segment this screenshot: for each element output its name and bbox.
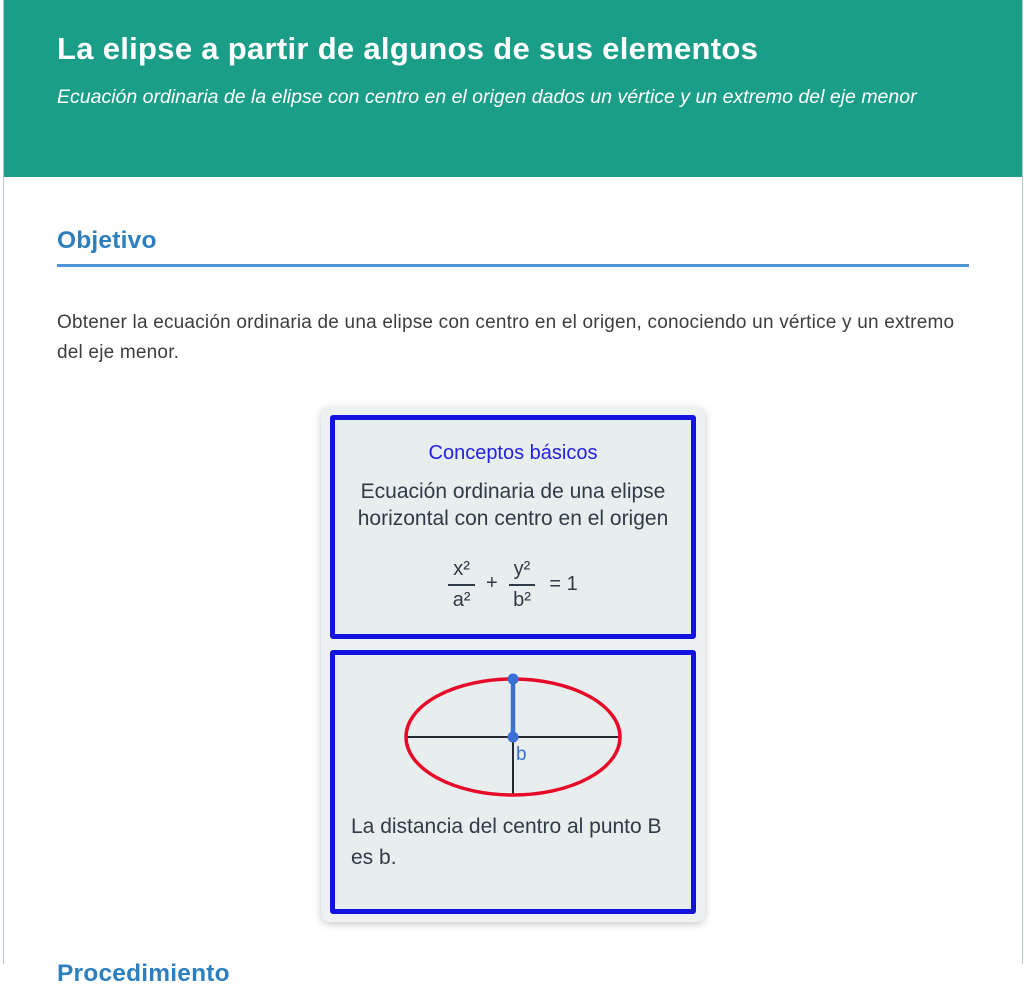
fraction-denominator: a² (452, 588, 471, 611)
concept-box-formula (330, 415, 696, 639)
fraction-y-over-b (509, 558, 536, 611)
center-point[interactable] (508, 731, 519, 742)
objetivo-paragraph: Obtener la ecuación ordinaria de una elipse con centro en el origen, conociendo un vértice y un extremo del eje menor. (57, 312, 955, 364)
diagram-caption: La distancia del centro al punto B es b. (351, 814, 662, 870)
card-description: Ecuación ordinaria de una elipse horizontal con centro en el origen (357, 479, 669, 530)
point-b[interactable] (508, 673, 519, 684)
fraction-denominator: b² (513, 588, 531, 611)
content-area (4, 177, 1022, 988)
page-container (3, 0, 1023, 987)
procedimiento-heading: Procedimiento (57, 959, 230, 987)
page-subtitle: Ecuación ordinaria de la elipse con centro en el origen dados un vértice y un extremo del eje menor (57, 86, 917, 109)
ellipse-diagram (335, 657, 690, 809)
fraction-numerator: y² (509, 558, 536, 586)
plus-operator: + (485, 571, 498, 594)
concept-card (321, 407, 705, 922)
objetivo-heading: Objetivo (57, 227, 157, 254)
header (4, 0, 1022, 177)
concept-box-diagram (330, 650, 696, 914)
objetivo-heading-rule (57, 264, 969, 267)
fraction-numerator: x² (448, 558, 475, 586)
fraction-x-over-a (448, 558, 475, 611)
page-title: La elipse a partir de algunos de sus elementos (57, 31, 759, 66)
card-title: Conceptos básicos (428, 441, 598, 464)
ellipse-equation (335, 558, 691, 611)
equals-result: = 1 (549, 572, 578, 595)
segment-b-label: b (516, 743, 527, 765)
